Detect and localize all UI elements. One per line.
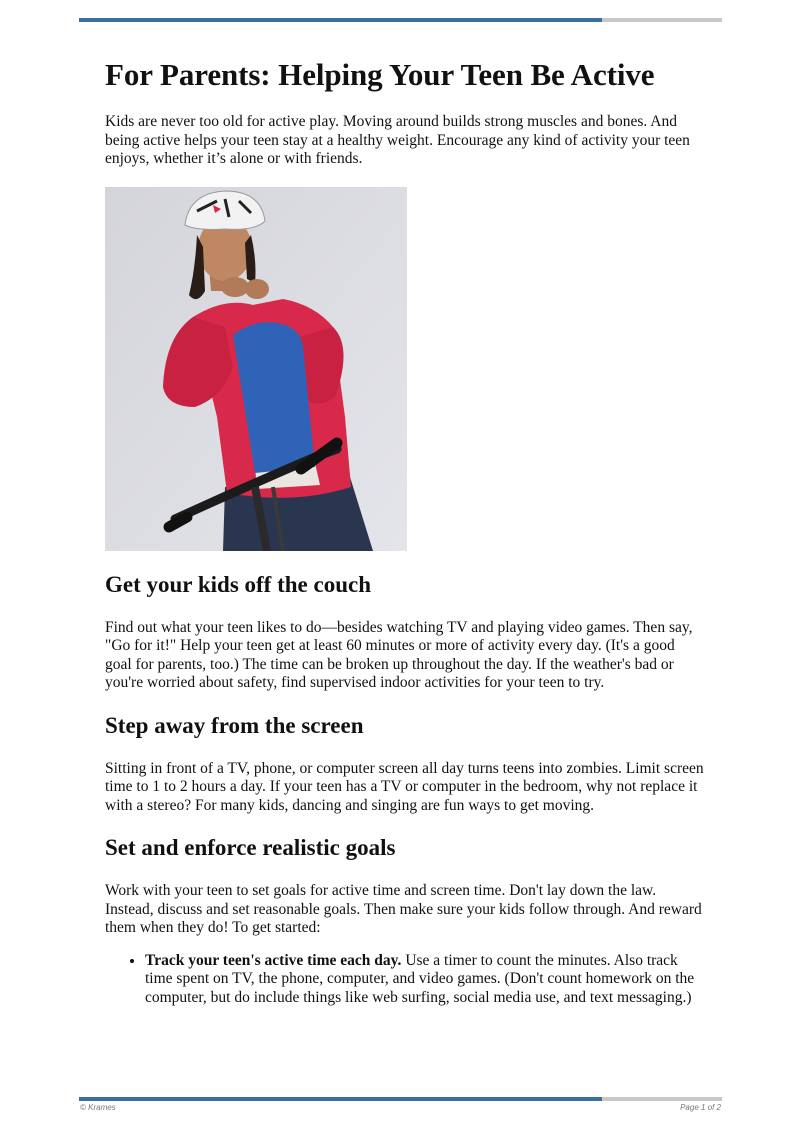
section-body-screen: Sitting in front of a TV, phone, or computer screen all day turns teens into zombies. Limit screen time to 1 to 2 hours a day. If your teen has a TV or computer in the bedroom, why not replace it with a stereo? For many kids, dancing and singing are fun ways to get moving. bbox=[105, 759, 704, 814]
page-content bbox=[105, 56, 705, 1007]
bottom-rule bbox=[79, 1097, 722, 1101]
top-rule bbox=[79, 18, 722, 22]
bottom-rule-accent bbox=[79, 1097, 602, 1101]
teen-bike-helmet-photo bbox=[105, 187, 407, 551]
list-item bbox=[145, 952, 705, 1008]
section-heading-screen: Step away from the screen bbox=[105, 712, 364, 738]
section-body-goals: Work with your teen to set goals for active time and screen time. Don't lay down the law. Instead, discuss and set reasonable goals. Then make sure your kids follow through. And reward them when they do! To get started: bbox=[105, 882, 702, 936]
page-title: For Parents: Helping Your Teen Be Active bbox=[105, 57, 655, 92]
section-heading-couch: Get your kids off the couch bbox=[105, 571, 371, 597]
intro-paragraph: Kids are never too old for active play. Moving around builds strong muscles and bones. And being active helps your teen stay at a healthy weight. Encourage any kind of activity your teen enjoys, whether it’s alone or with friends. bbox=[105, 113, 690, 167]
copyright-footer: © Krames bbox=[80, 1103, 116, 1112]
section-body-couch: Find out what your teen likes to do—besides watching TV and playing video games. Then say, "Go for it!" Help your teen get at least 60 minutes or more of activity every day. (It's a good goal for parents, too.) The time can be broken up throughout the day. If the weather's bad or you're worried about safety, find supervised indoor activities for your teen to try. bbox=[105, 618, 693, 691]
list-item-text: Use a timer to count the minutes. Also track time spent on TV, the phone, computer, and video games. (Don't count homework on the computer, but do include things like web surfing, social media use, and text messaging.) bbox=[145, 951, 695, 1006]
list-item-bold: Track your teen's active time each day. bbox=[145, 951, 402, 969]
tips-list bbox=[105, 952, 705, 1008]
section-heading-goals: Set and enforce realistic goals bbox=[105, 835, 396, 860]
top-rule-accent bbox=[79, 18, 602, 22]
page-number-footer: Page 1 of 2 bbox=[680, 1103, 721, 1112]
